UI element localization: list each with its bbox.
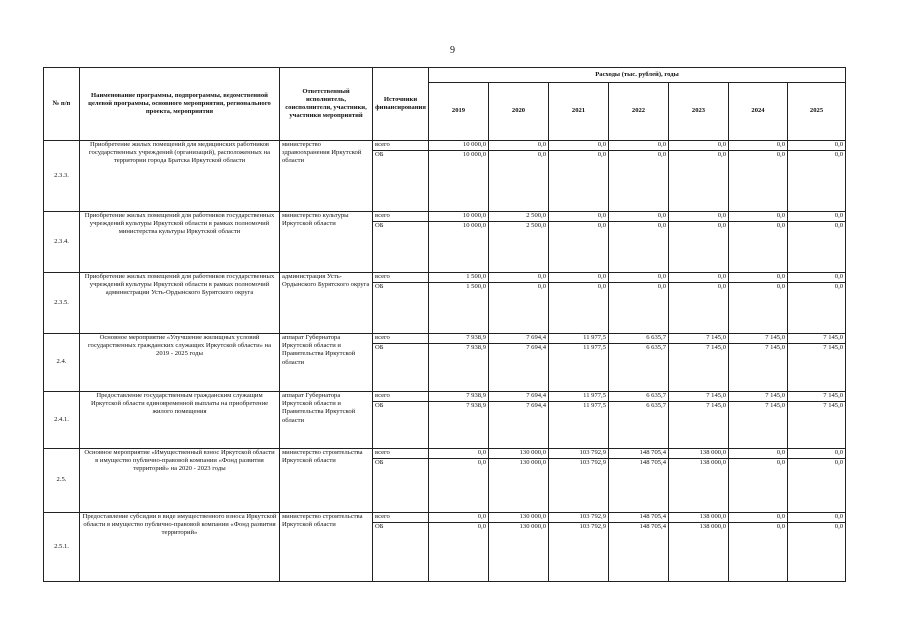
value-cell: 103 792,9 (549, 513, 609, 523)
source-cell: ОБ (373, 523, 429, 582)
row-number: 2.3.5. (44, 273, 80, 334)
source-cell: всего (373, 392, 429, 402)
table-row (44, 334, 846, 344)
value-cell: 0,0 (549, 222, 609, 273)
value-cell: 11 977,5 (549, 334, 609, 344)
value-cell: 7 145,0 (788, 392, 846, 402)
value-cell: 0,0 (549, 283, 609, 334)
row-executor: администрация Усть-Ордынского Бурятского округа (280, 273, 373, 334)
value-cell: 0,0 (489, 141, 549, 151)
row-number: 2.4. (44, 334, 80, 392)
value-cell: 11 977,5 (549, 392, 609, 402)
value-cell: 0,0 (788, 459, 846, 513)
value-cell: 7 694,4 (489, 402, 549, 449)
value-cell: 7 145,0 (788, 402, 846, 449)
header-year: 2019 (429, 83, 489, 141)
value-cell: 6 635,7 (609, 334, 669, 344)
value-cell: 7 938,9 (429, 392, 489, 402)
header-year: 2023 (669, 83, 729, 141)
value-cell: 7 145,0 (669, 402, 729, 449)
value-cell: 138 000,0 (669, 523, 729, 582)
value-cell: 0,0 (669, 212, 729, 222)
value-cell: 0,0 (489, 151, 549, 212)
value-cell: 0,0 (729, 283, 788, 334)
value-cell: 130 000,0 (489, 459, 549, 513)
value-cell: 0,0 (788, 449, 846, 459)
page-number: 9 (450, 45, 455, 56)
value-cell: 0,0 (549, 151, 609, 212)
table-row (44, 141, 846, 151)
value-cell: 2 500,0 (489, 212, 549, 222)
value-cell: 138 000,0 (669, 449, 729, 459)
value-cell: 0,0 (729, 273, 788, 283)
value-cell: 7 694,4 (489, 334, 549, 344)
source-cell: всего (373, 513, 429, 523)
value-cell: 6 635,7 (609, 344, 669, 392)
source-cell: всего (373, 273, 429, 283)
source-cell: всего (373, 449, 429, 459)
value-cell: 0,0 (788, 273, 846, 283)
value-cell: 11 977,5 (549, 402, 609, 449)
table-row (44, 212, 846, 222)
value-cell: 0,0 (489, 273, 549, 283)
table-row (44, 449, 846, 459)
value-cell: 6 635,7 (609, 392, 669, 402)
row-name: Приобретение жилых помещений для работников государственных учреждений культуры Иркутской области в рамках полномочий администрации Усть-Ордынского Бурятского округа (80, 273, 280, 334)
value-cell: 0,0 (429, 513, 489, 523)
source-cell: ОБ (373, 459, 429, 513)
row-executor: министерство культуры Иркутской области (280, 212, 373, 273)
value-cell: 10 000,0 (429, 212, 489, 222)
header-year: 2025 (788, 83, 846, 141)
value-cell: 0,0 (429, 459, 489, 513)
value-cell: 103 792,9 (549, 449, 609, 459)
value-cell: 0,0 (669, 222, 729, 273)
value-cell: 7 694,4 (489, 344, 549, 392)
value-cell: 130 000,0 (489, 523, 549, 582)
value-cell: 1 500,0 (429, 283, 489, 334)
row-executor: аппарат Губернатора Иркутской области и Правительства Иркутской области (280, 392, 373, 449)
row-number: 2.3.4. (44, 212, 80, 273)
value-cell: 103 792,9 (549, 523, 609, 582)
value-cell: 7 145,0 (729, 334, 788, 344)
value-cell: 7 145,0 (669, 344, 729, 392)
value-cell: 0,0 (729, 222, 788, 273)
table-row (44, 513, 846, 523)
value-cell: 7 694,4 (489, 392, 549, 402)
table-body (44, 141, 846, 582)
value-cell: 7 938,9 (429, 344, 489, 392)
value-cell: 0,0 (729, 523, 788, 582)
value-cell: 103 792,9 (549, 459, 609, 513)
value-cell: 7 145,0 (669, 392, 729, 402)
row-number: 2.4.1. (44, 392, 80, 449)
header-year: 2024 (729, 83, 788, 141)
header-num: № п/п (44, 68, 80, 141)
row-name: Предоставление субсидии в виде имущественного взноса Иркутской области в имущество публично-правовой компании «Фонд развития территорий» (80, 513, 280, 582)
value-cell: 138 000,0 (669, 513, 729, 523)
value-cell: 0,0 (489, 283, 549, 334)
value-cell: 10 000,0 (429, 222, 489, 273)
value-cell: 0,0 (788, 212, 846, 222)
value-cell: 0,0 (729, 151, 788, 212)
source-cell: ОБ (373, 222, 429, 273)
value-cell: 10 000,0 (429, 151, 489, 212)
value-cell: 0,0 (729, 141, 788, 151)
row-number: 2.5.1. (44, 513, 80, 582)
value-cell: 0,0 (729, 513, 788, 523)
value-cell: 130 000,0 (489, 513, 549, 523)
value-cell: 0,0 (549, 141, 609, 151)
value-cell: 10 000,0 (429, 141, 489, 151)
value-cell: 0,0 (788, 141, 846, 151)
value-cell: 7 938,9 (429, 402, 489, 449)
value-cell: 7 145,0 (729, 402, 788, 449)
row-name: Основное мероприятие «Улучшение жилищных условий государственных гражданских служащих Иркутской области» на 2019 - 2025 годы (80, 334, 280, 392)
value-cell: 0,0 (669, 141, 729, 151)
value-cell: 7 938,9 (429, 334, 489, 344)
value-cell: 0,0 (788, 283, 846, 334)
row-number: 2.5. (44, 449, 80, 513)
value-cell: 1 500,0 (429, 273, 489, 283)
row-executor: министерство здравоохранения Иркутской области (280, 141, 373, 212)
value-cell: 0,0 (429, 449, 489, 459)
value-cell: 2 500,0 (489, 222, 549, 273)
table-row (44, 273, 846, 283)
value-cell: 138 000,0 (669, 459, 729, 513)
value-cell: 7 145,0 (729, 392, 788, 402)
row-executor: министерство строительства Иркутской области (280, 449, 373, 513)
header-year: 2021 (549, 83, 609, 141)
value-cell: 0,0 (669, 283, 729, 334)
value-cell: 0,0 (729, 449, 788, 459)
table-row (44, 392, 846, 402)
value-cell: 0,0 (669, 273, 729, 283)
value-cell: 0,0 (609, 273, 669, 283)
row-number: 2.3.3. (44, 141, 80, 212)
row-executor: аппарат Губернатора Иркутской области и Правительства Иркутской области (280, 334, 373, 392)
value-cell: 148 705,4 (609, 523, 669, 582)
value-cell: 148 705,4 (609, 459, 669, 513)
table-header (44, 68, 846, 141)
value-cell: 130 000,0 (489, 449, 549, 459)
header-executor: Ответственный исполнитель, соисполнители, участники, участники мероприятий (280, 68, 373, 141)
value-cell: 0,0 (788, 523, 846, 582)
value-cell: 0,0 (609, 151, 669, 212)
value-cell: 0,0 (609, 222, 669, 273)
source-cell: всего (373, 141, 429, 151)
header-year: 2022 (609, 83, 669, 141)
source-cell: ОБ (373, 344, 429, 392)
value-cell: 148 705,4 (609, 449, 669, 459)
value-cell: 0,0 (788, 151, 846, 212)
row-name: Предоставление государственным гражданским служащим Иркутской области единовременной выплаты на приобретение жилого помещения (80, 392, 280, 449)
value-cell: 11 977,5 (549, 344, 609, 392)
value-cell: 0,0 (729, 212, 788, 222)
value-cell: 0,0 (788, 513, 846, 523)
row-name: Приобретение жилых помещений для медицинских работников государственных учреждений (организаций), расположенных на территории города Братска Иркутской области (80, 141, 280, 212)
source-cell: всего (373, 212, 429, 222)
value-cell: 0,0 (609, 141, 669, 151)
value-cell: 7 145,0 (788, 334, 846, 344)
value-cell: 148 705,4 (609, 513, 669, 523)
value-cell: 0,0 (549, 273, 609, 283)
budget-table (43, 67, 846, 582)
value-cell: 0,0 (549, 212, 609, 222)
source-cell: ОБ (373, 283, 429, 334)
value-cell: 7 145,0 (788, 344, 846, 392)
header-expenses: Расходы (тыс. рублей), годы (429, 68, 846, 83)
value-cell: 7 145,0 (729, 344, 788, 392)
value-cell: 7 145,0 (669, 334, 729, 344)
value-cell: 0,0 (729, 459, 788, 513)
value-cell: 0,0 (609, 212, 669, 222)
value-cell: 0,0 (609, 283, 669, 334)
source-cell: ОБ (373, 151, 429, 212)
row-name: Основное мероприятие «Имущественный взнос Иркутской области в имущество публично-правовой компании «Фонд развития территорий» на 2020 - 2023 годы (80, 449, 280, 513)
row-executor: министерство строительства Иркутской области (280, 513, 373, 582)
header-year: 2020 (489, 83, 549, 141)
value-cell: 0,0 (669, 151, 729, 212)
value-cell: 6 635,7 (609, 402, 669, 449)
header-name: Наименование программы, подпрограммы, ведомственной целевой программы, основного мероприятия, регионального проекта, мероприятия (80, 68, 280, 141)
value-cell: 0,0 (788, 222, 846, 273)
source-cell: ОБ (373, 402, 429, 449)
header-source: Источники финансирования (373, 68, 429, 141)
value-cell: 0,0 (429, 523, 489, 582)
row-name: Приобретение жилых помещений для работников государственных учреждений культуры Иркутской области в рамках полномочий министерства культуры Иркутской области (80, 212, 280, 273)
source-cell: всего (373, 334, 429, 344)
